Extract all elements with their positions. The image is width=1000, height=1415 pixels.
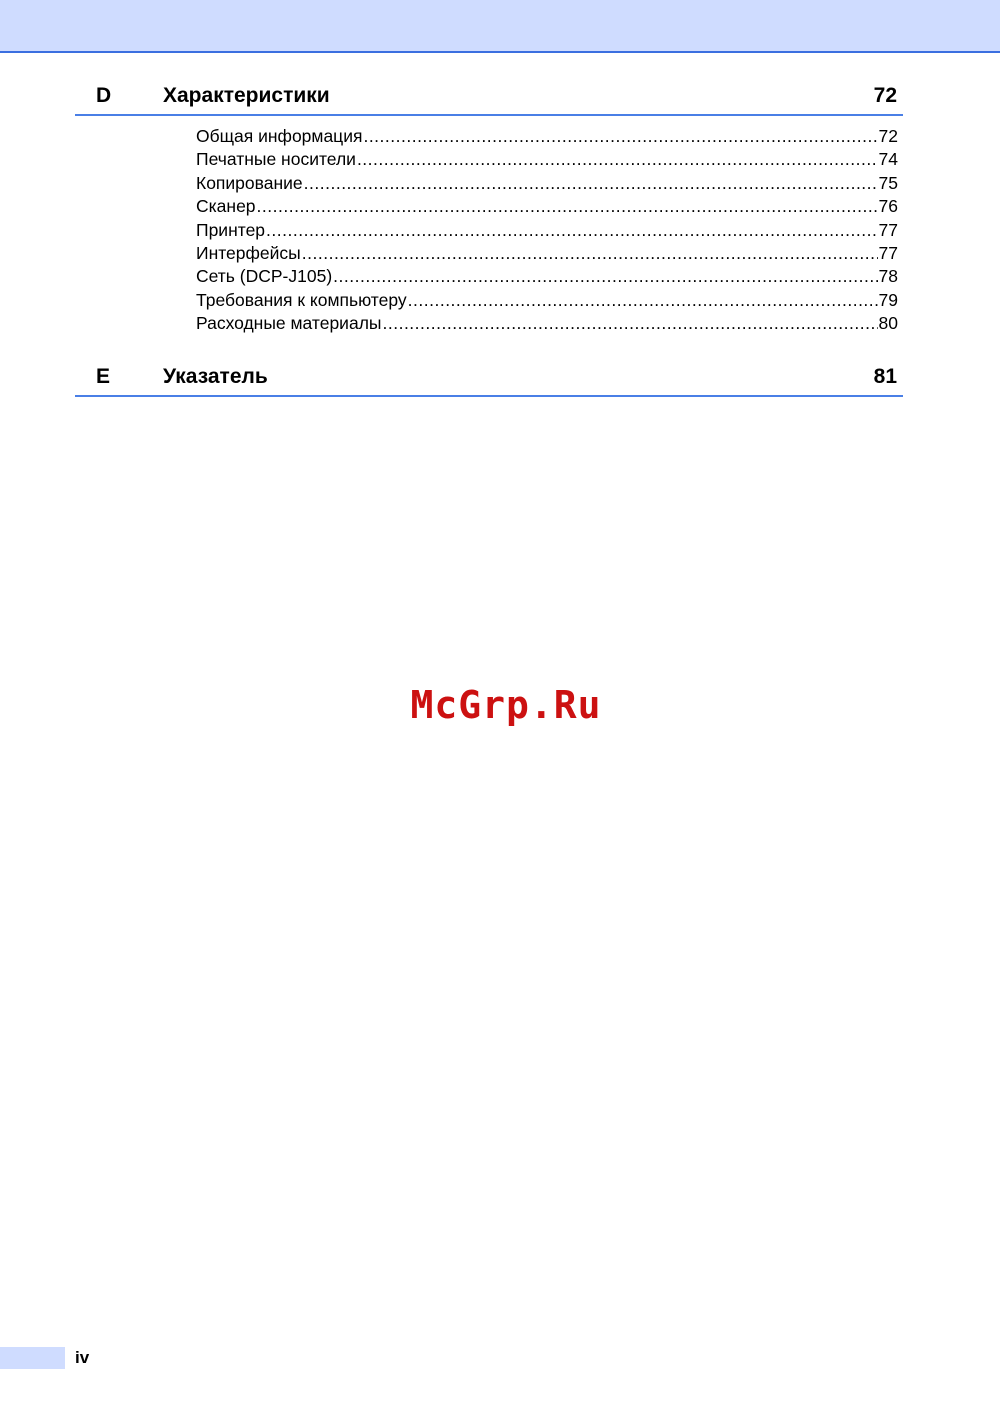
toc-entry-title: Сеть (DCP-J105) (196, 266, 333, 287)
watermark-text: McGrp.Ru (410, 683, 602, 727)
dot-leader (357, 149, 878, 170)
toc-entry-page: 77 (878, 242, 898, 263)
dot-leader (304, 173, 878, 194)
toc-entry-network[interactable] (196, 266, 898, 289)
footer-band (0, 1347, 65, 1369)
toc-entry-print-media[interactable] (196, 149, 898, 172)
dot-leader (333, 266, 877, 287)
dot-leader (266, 220, 877, 241)
section-title[interactable]: Характеристики (163, 84, 330, 107)
toc-entry-consumables[interactable] (196, 313, 898, 336)
toc-entry-page: 76 (878, 196, 898, 217)
dot-leader (363, 126, 877, 147)
toc-entry-scanner[interactable] (196, 196, 898, 219)
header-band (0, 0, 1000, 53)
dot-leader (408, 290, 878, 311)
toc-entry-page: 78 (878, 266, 898, 287)
toc-entry-page: 74 (878, 149, 898, 170)
toc-entry-page: 72 (878, 126, 898, 146)
toc-entry-page: 79 (878, 289, 898, 310)
dot-leader (302, 243, 878, 264)
toc-section-header (75, 74, 903, 116)
toc-entry-printer[interactable] (196, 220, 898, 243)
dot-leader (383, 313, 878, 334)
toc-entries (196, 126, 898, 337)
toc-entry-page: 77 (878, 219, 898, 240)
toc-entry-general-info[interactable] (196, 126, 898, 149)
section-page-number[interactable]: 72 (873, 84, 897, 107)
toc-section-header (75, 355, 903, 397)
toc-entry-title: Требования к компьютеру (196, 289, 407, 310)
section-page-number[interactable]: 81 (873, 365, 897, 388)
toc-entry-title: Принтер (196, 219, 266, 240)
toc-entry-title: Копирование (196, 172, 303, 193)
toc-entry-title: Сканер (196, 196, 256, 217)
toc-entry-computer-requirements[interactable] (196, 290, 898, 313)
toc-entry-copying[interactable] (196, 173, 898, 196)
section-title[interactable]: Указатель (163, 365, 268, 388)
section-letter: E (96, 365, 111, 388)
toc-entry-page: 80 (878, 313, 898, 334)
toc-section-e (75, 355, 903, 397)
toc-entry-title: Общая информация (196, 126, 363, 146)
toc-entry-title: Расходные материалы (196, 313, 382, 334)
toc-entry-title: Печатные носители (196, 149, 356, 170)
footer-page-number: iv (75, 1348, 90, 1367)
toc-section-d (75, 74, 903, 337)
toc-entry-page: 75 (878, 172, 898, 193)
dot-leader (257, 196, 878, 217)
toc-entry-title: Интерфейсы (196, 242, 301, 263)
section-letter: D (96, 84, 112, 107)
toc-entry-interfaces[interactable] (196, 243, 898, 266)
